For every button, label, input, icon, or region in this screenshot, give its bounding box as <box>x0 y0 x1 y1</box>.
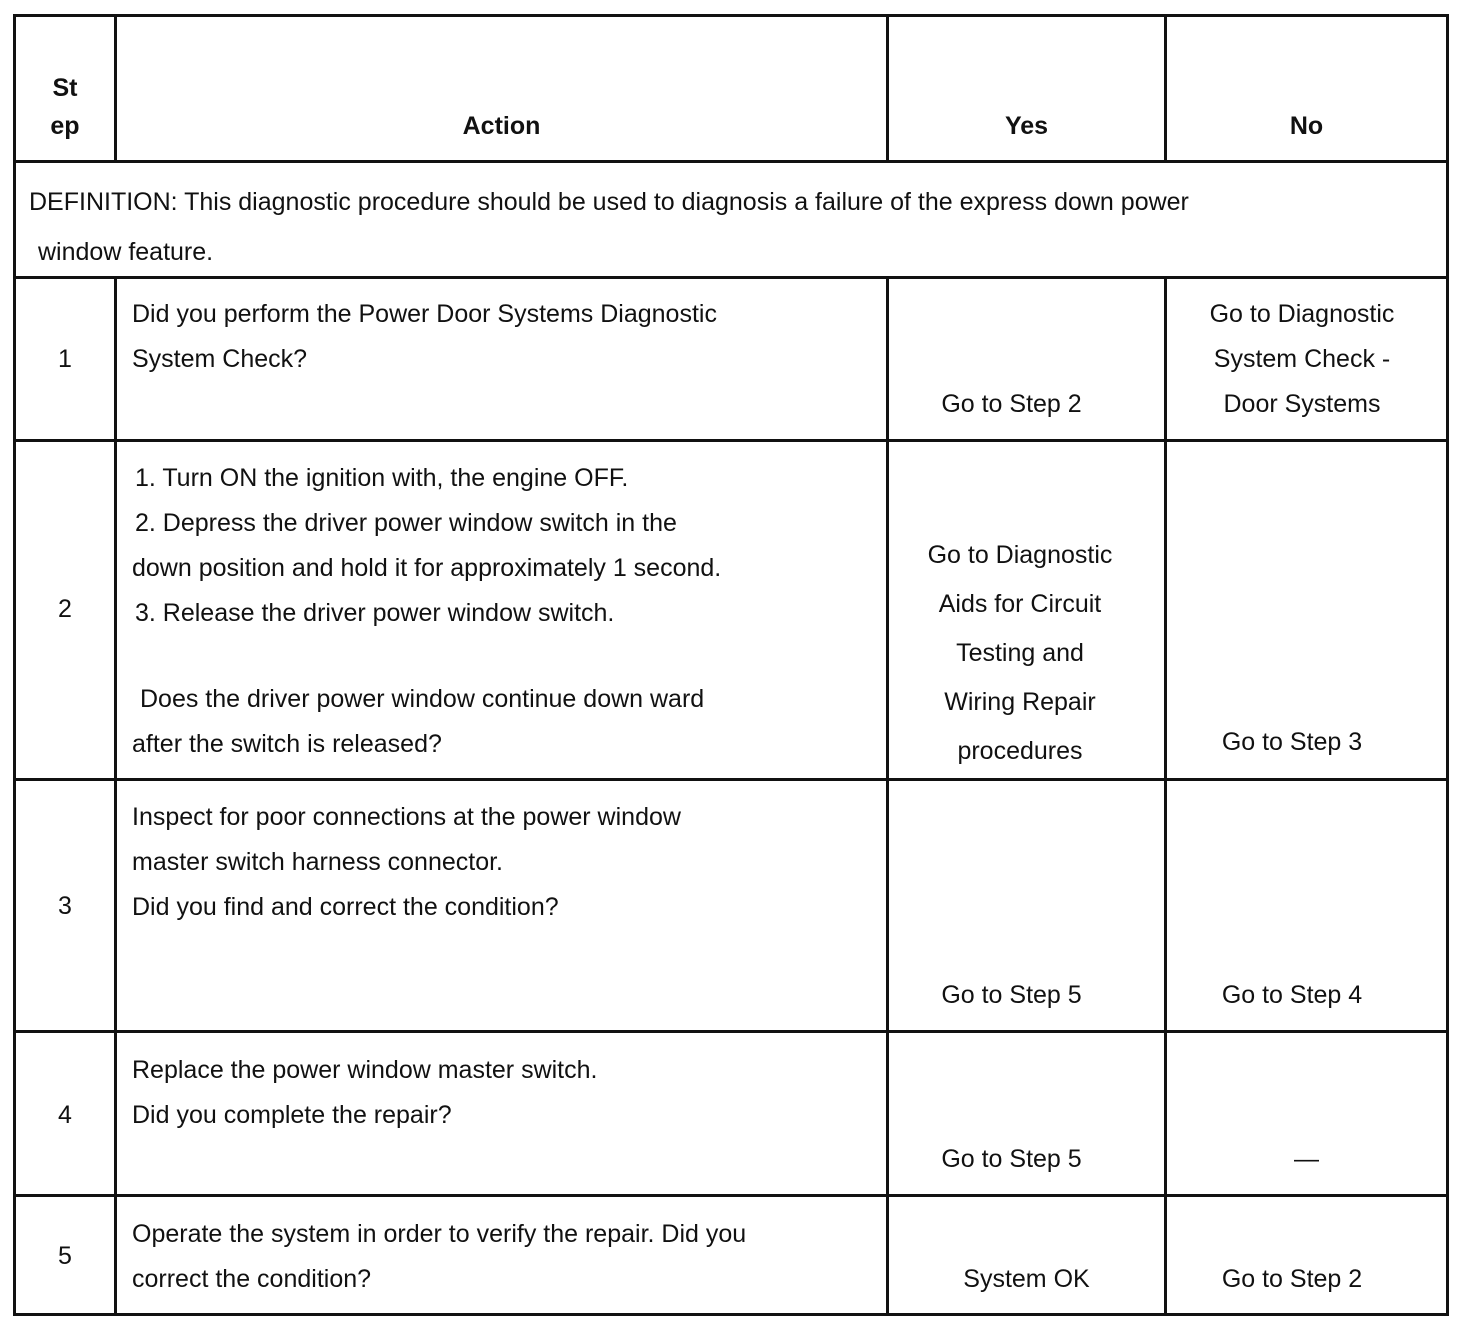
row4-action <box>132 1048 597 1138</box>
row5-no: Go to Step 2 <box>1221 1265 1363 1293</box>
row2-action-line4: 3. Release the driver power window switch. <box>135 599 615 627</box>
header-step-line1: St <box>52 74 78 102</box>
header-step-line2: ep <box>50 112 80 140</box>
definition-line1: DEFINITION: This diagnostic procedure should be used to diagnosis a failure of the express down power <box>29 188 1189 216</box>
row1-action-line2: System Check? <box>132 345 308 373</box>
row3-action-line3: Did you find and correct the condition? <box>132 893 559 921</box>
row1-no-line2: System Check - <box>1213 345 1391 373</box>
header-yes: Yes <box>1004 112 1049 140</box>
row2-yes-line4: Wiring Repair <box>944 688 1096 716</box>
row3-yes: Go to Step 5 <box>941 981 1082 1009</box>
row2-no: Go to Step 3 <box>1221 728 1363 756</box>
row3-step: 3 <box>58 892 72 920</box>
row1-step: 1 <box>58 345 72 373</box>
row2-action <box>132 456 721 767</box>
row2-yes-line1: Go to Diagnostic <box>927 541 1113 569</box>
border-top <box>13 14 1449 17</box>
row2-yes-line2: Aids for Circuit <box>938 590 1102 618</box>
row1-no-line3: Door Systems <box>1223 390 1381 418</box>
row5-action-line1: Operate the system in order to verify the repair. Did you <box>132 1220 747 1248</box>
border-row3-bottom <box>13 1030 1449 1033</box>
header-no: No <box>1289 112 1324 140</box>
row4-action-line1: Replace the power window master switch. <box>132 1056 598 1084</box>
border-bottom <box>13 1313 1449 1316</box>
row4-action-line2: Did you complete the repair? <box>132 1101 452 1129</box>
border-row1-bottom <box>13 439 1449 442</box>
definition-line2: window feature. <box>38 238 214 266</box>
row2-action-line1: 1. Turn ON the ignition with, the engine OFF. <box>135 464 629 492</box>
row2-action-line2: 2. Depress the driver power window switch in the <box>135 509 677 537</box>
row2-yes-line5: procedures <box>957 737 1083 765</box>
row3-action-line1: Inspect for poor connections at the power window <box>132 803 681 831</box>
row5-step: 5 <box>58 1242 72 1270</box>
row4-no: — <box>1294 1145 1319 1173</box>
row3-action <box>132 795 681 930</box>
col-divider-step <box>114 276 117 1316</box>
row5-action <box>132 1212 746 1302</box>
border-row4-bottom <box>13 1194 1449 1197</box>
row3-no: Go to Step 4 <box>1221 981 1363 1009</box>
row3-action-line2: master switch harness connector. <box>132 848 503 876</box>
row4-step: 4 <box>58 1101 72 1129</box>
row2-step: 2 <box>58 595 72 623</box>
border-header-bottom <box>13 160 1449 163</box>
row2-yes <box>889 531 1151 776</box>
border-definition-bottom <box>13 276 1449 279</box>
border-right <box>1446 14 1449 1316</box>
header-action: Action <box>462 112 541 140</box>
row5-yes: System OK <box>963 1265 1090 1293</box>
row1-no-line1: Go to Diagnostic <box>1209 300 1395 328</box>
row5-action-line2: correct the condition? <box>132 1265 372 1293</box>
row4-yes: Go to Step 5 <box>941 1145 1082 1173</box>
row2-action-line6: after the switch is released? <box>132 730 442 758</box>
header-step <box>16 69 114 145</box>
row2-action-line3: down position and hold it for approximately 1 second. <box>132 554 722 582</box>
border-row2-bottom <box>13 778 1449 781</box>
row2-yes-line3: Testing and <box>956 639 1084 667</box>
row1-action-line1: Did you perform the Power Door Systems Diagnostic <box>132 300 717 328</box>
row1-action <box>132 292 717 382</box>
row1-no <box>1167 292 1437 427</box>
row1-yes: Go to Step 2 <box>941 390 1082 418</box>
diagnostic-table <box>13 14 1449 1318</box>
row2-action-line5: Does the driver power window continue down ward <box>140 685 705 713</box>
